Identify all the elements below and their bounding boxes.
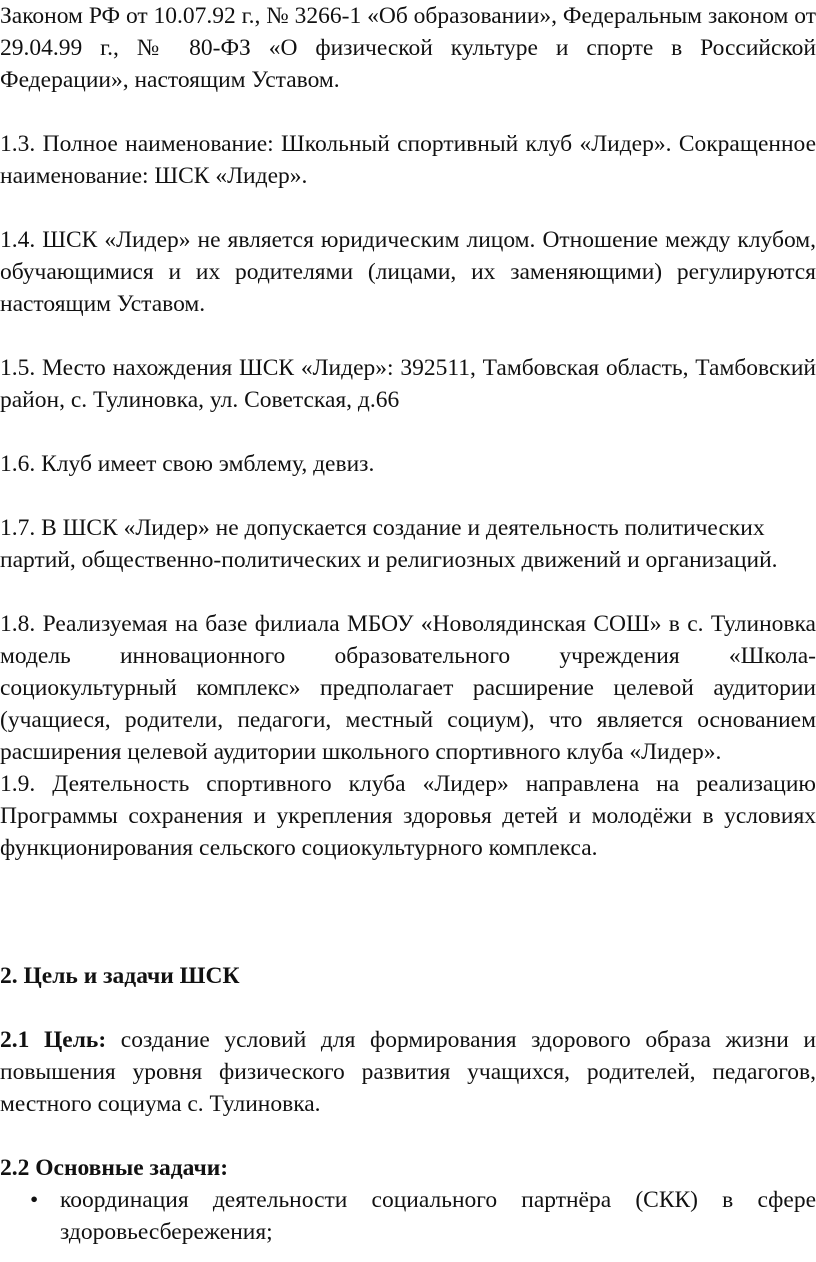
- tasks-heading: [0, 1152, 816, 1184]
- list-item: [0, 1184, 816, 1248]
- paragraph-intro: Законом РФ от 10.07.92 г., № 3266-1 «Об образовании», Федеральным законом от 29.04.99 г., № 80-ФЗ «О физической культуре и спорте в Российской Федерации», настоящим Уставом.: [0, 3, 816, 93]
- goal-label: 2.1 Цель:: [0, 1027, 107, 1053]
- section-heading-2: [0, 960, 816, 992]
- paragraph-1-3: 1.3. Полное наименование: Школьный спортивный клуб «Лидер». Сокращенное наименование: ШСК «Лидер».: [0, 131, 816, 189]
- paragraph-1-9: 1.9. Деятельность спортивного клуба «Лидер» направлена на реализацию Программы сохранения и укрепления здоровья детей и молодёжи в условиях функционирования сельского социокультурного комплекса.: [0, 771, 816, 861]
- paragraph-1-8: 1.8. Реализуемая на базе филиала МБОУ «Новолядинская СОШ» в с. Тулиновка модель инновационного образовательного учреждения «Школа-социокультурный комплекс» предполагает расширение целевой аудитории (учащиеся, родители, педагоги, местный социум), что является основанием расширения целевой аудитории школьного спортивного клуба «Лидер».: [0, 611, 816, 765]
- paragraph-1-7: 1.7. В ШСК «Лидер» не допускается создание и деятельность политических партий, общественно-политических и религиозных движений и организаций.: [0, 515, 778, 573]
- paragraph-1-6: 1.6. Клуб имеет свою эмблему, девиз.: [0, 451, 375, 477]
- task-1-text: координация деятельности социального партнёра (СКК) в сфере здоровьесбережения;: [60, 1187, 816, 1245]
- goal-text: создание условий для формирования здорового образа жизни и повышения уровня физического развития учащихся, родителей, педагогов, местного социума с. Тулиновка.: [0, 1027, 816, 1117]
- paragraph-1-4: 1.4. ШСК «Лидер» не является юридическим лицом. Отношение между клубом, обучающимися и их родителями (лицами, их заменяющими) регулируются настоящим Уставом.: [0, 227, 816, 317]
- tasks-heading-text: 2.2 Основные задачи:: [0, 1155, 229, 1181]
- bullet-icon: •: [30, 1187, 39, 1213]
- paragraph-1-5: 1.5. Место нахождения ШСК «Лидер»: 392511, Тамбовская область, Тамбовский район, с. Тулиновка, ул. Советская, д.66: [0, 355, 816, 413]
- paragraph-2-1: [0, 1024, 816, 1120]
- section-heading-2-text: 2. Цель и задачи ШСК: [0, 963, 240, 989]
